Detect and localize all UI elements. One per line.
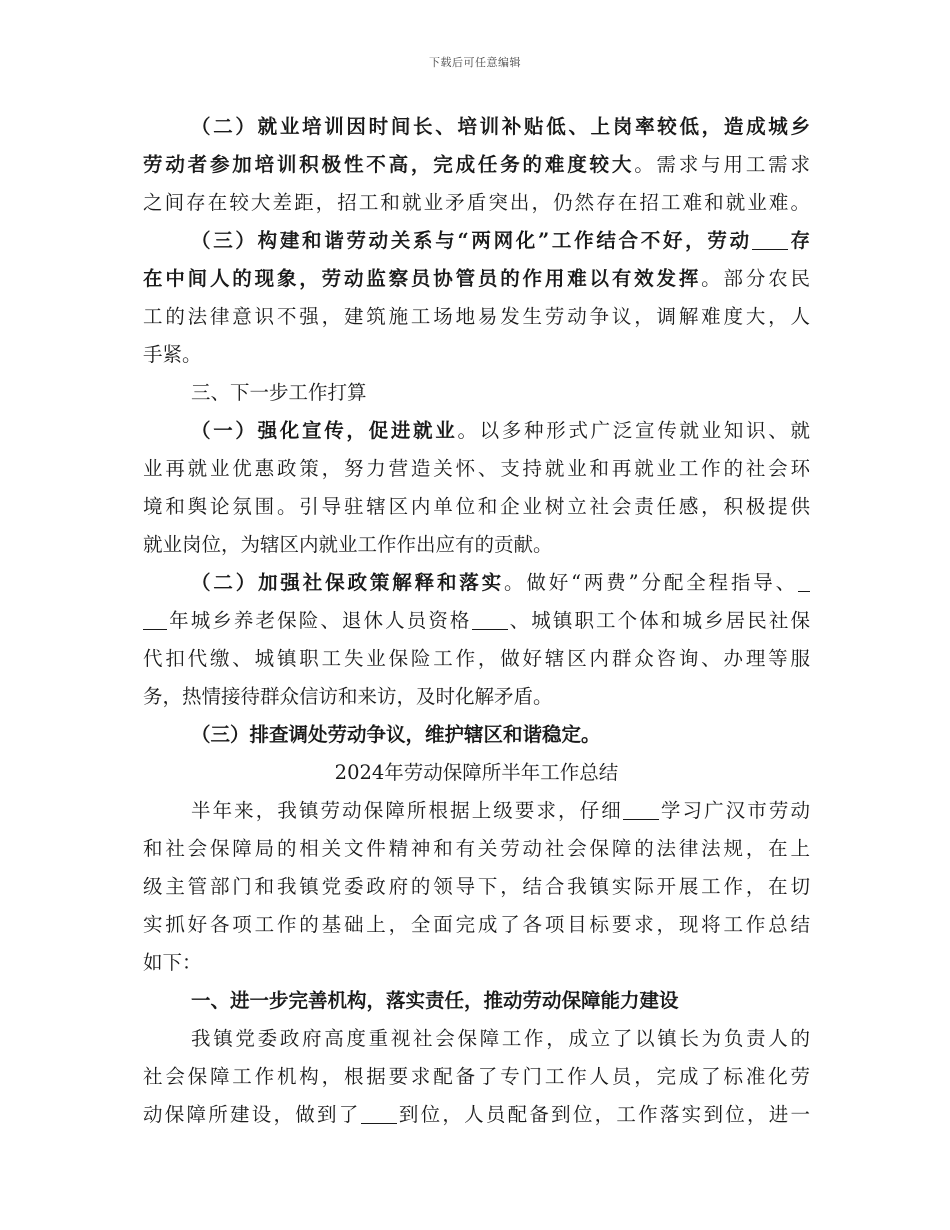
paragraph-line: 之间存在较大差距，招工和就业矛盾突出，仍然存在招工难和就业难。 (143, 191, 810, 214)
document-title: 2024年劳动保障所半年工作总结 (334, 761, 619, 784)
fill-blank (361, 1122, 397, 1124)
body-text: 动保障所建设，做到了 (143, 1103, 361, 1126)
paragraph-line (143, 1096, 810, 1134)
fill-blank (143, 628, 167, 630)
section-heading: 三、下一步工作打算 (191, 381, 367, 404)
paragraph-line: 工的法律意识不强，建筑施工场地易发生劳动争议，调解难度大，人 (143, 305, 810, 328)
bold-text: 劳动者参加培训积极性不高，完成任务的难度较大 (143, 153, 635, 176)
bold-text: （二）加强社保政策解释和落实 (191, 571, 505, 594)
body-text: 到位，人员配备到位，工作落实到位，进一 (396, 1103, 810, 1126)
fill-blank (472, 628, 508, 630)
body-text: 。以多种形式广泛宣传就业知识、就 (457, 419, 810, 442)
body-text: 。做好“两费”分配全程指导、 (504, 571, 798, 594)
paragraph-line: 代扣代缴、城镇职工失业保险工作，做好辖区内群众咨询、办理等服 (143, 647, 810, 670)
body-text: 。需求与用工需求 (634, 153, 810, 176)
paragraph-line: 务，热情接待群众信访和来访，及时化解矛盾。 (143, 685, 553, 708)
page-header: 下载后可任意编辑 (429, 56, 521, 69)
fill-blank (798, 590, 810, 592)
paragraph-line: 如下： (143, 951, 202, 974)
paragraph-line (143, 146, 810, 184)
bold-text: 存 (787, 229, 810, 252)
section-heading: 一、进一步完善机构，落实责任，推动劳动保障能力建设 (191, 989, 679, 1012)
fill-blank (752, 248, 788, 250)
paragraph-line (143, 412, 810, 450)
body-text: 、城镇职工个体和城乡居民社保 (507, 609, 810, 632)
paragraph-line (143, 260, 810, 298)
paragraph-line: 我镇党委政府高度重视社会保障工作，成立了以镇长为负责人的 (191, 1027, 810, 1050)
body-text: 学习广汉市劳动 (658, 799, 810, 822)
paragraph-line: 级主管部门和我镇党委政府的领导下，结合我镇实际开展工作，在切 (143, 875, 810, 898)
paragraph-line (143, 564, 810, 602)
body-text: 。部分农民 (701, 267, 810, 290)
paragraph-line: （三）排查调处劳动争议，维护辖区和谐稳定。 (191, 723, 601, 746)
bold-text: 在中间人的现象，劳动监察员协管员的作用难以有效发挥 (143, 267, 702, 290)
bold-text: （一）强化宣传，促进就业 (191, 419, 458, 442)
document-body (143, 108, 810, 1134)
body-text: 年城乡养老保险、退休人员资格 (167, 609, 472, 632)
fill-blank (623, 818, 659, 820)
bold-text: （三）构建和谐劳动关系与“两网化”工作结合不好，劳动 (191, 229, 752, 252)
paragraph-line: 手紧。 (143, 343, 202, 366)
paragraph-line: （二）就业培训因时间长、培训补贴低、上岗率较低，造成城乡 (191, 115, 810, 138)
paragraph-line: 和社会保障局的相关文件精神和有关劳动社会保障的法律法规，在上 (143, 837, 810, 860)
paragraph-line (143, 792, 810, 830)
paragraph-line: 境和舆论氛围。引导驻辖区内单位和企业树立社会责任感，积极提供 (143, 495, 810, 518)
paragraph-line: 社会保障工作机构，根据要求配备了专门工作人员，完成了标准化劳 (143, 1065, 810, 1088)
paragraph-line (143, 222, 810, 260)
body-text: 半年来，我镇劳动保障所根据上级要求，仔细 (191, 799, 623, 822)
paragraph-line: 就业岗位，为辖区内就业工作作出应有的贡献。 (143, 533, 553, 556)
paragraph-line: 业再就业优惠政策，努力营造关怀、支持就业和再就业工作的社会环 (143, 457, 810, 480)
paragraph-line (143, 602, 810, 640)
paragraph-line: 实抓好各项工作的基础上，全面完成了各项目标要求，现将工作总结 (143, 913, 810, 936)
